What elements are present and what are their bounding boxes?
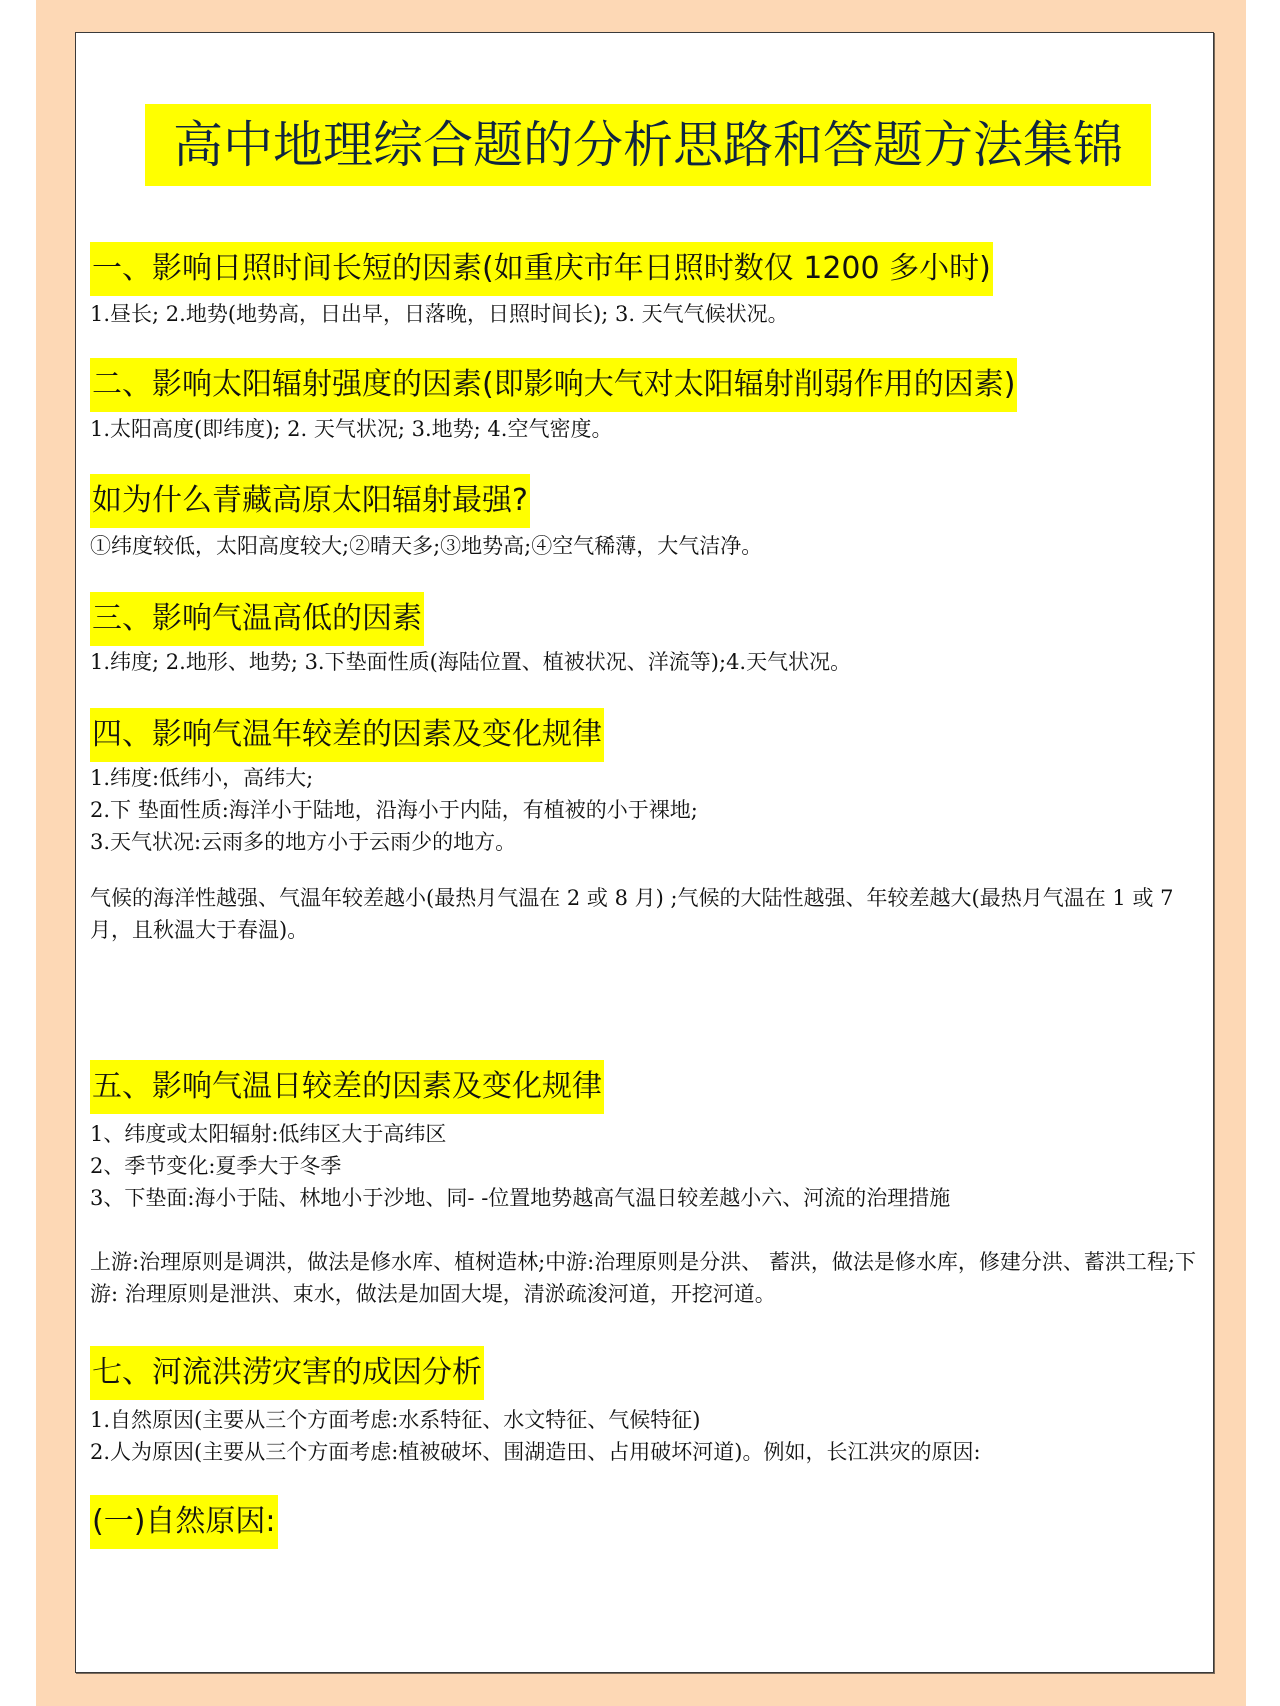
section-5-line-2: 2、季节变化:夏季大于冬季	[90, 1154, 342, 1178]
section-heading-5: 五、影响气温日较差的因素及变化规律	[90, 1060, 604, 1114]
section-6-paragraph: 上游:治理原则是调洪，做法是修水库、植树造林;中游:治理原则是分洪、 蓄洪，做法是修水库，修建分洪、蓄洪工程;下游: 治理原则是泄洪、束水，做法是加固大堤，清淤疏浚河道，开挖河道。	[90, 1250, 1196, 1306]
section-heading-4: 四、影响气温年较差的因素及变化规律	[90, 708, 604, 762]
document-title: 高中地理综合题的分析思路和答题方法集锦	[145, 104, 1151, 186]
section-heading-1: 一、影响日照时间长短的因素(如重庆市年日照时数仅 1200 多小时)	[90, 242, 993, 296]
subheading-natural-causes: (一)自然原因:	[90, 1495, 278, 1549]
question-answer-line: ①纬度较低，太阳高度较大;②晴天多;③地势高;④空气稀薄，大气洁净。	[90, 534, 763, 558]
section-5-line-3: 3、下垫面:海小于陆、林地小于沙地、同- -位置地势越高气温日较差越小六、河流的治理措施	[90, 1186, 951, 1210]
section-7-line-2: 2.人为原因(主要从三个方面考虑:植被破坏、围湖造田、占用破坏河道)。例如，长江洪灾的原因:	[90, 1440, 981, 1464]
section-7-line-1: 1.自然原因(主要从三个方面考虑:水系特征、水文特征、气候特征)	[90, 1408, 701, 1432]
section-3-line-1: 1.纬度; 2.地形、地势; 3.下垫面性质(海陆位置、植被状况、洋流等);4.天气状况。	[90, 650, 852, 674]
section-4-line-1: 1.纬度:低纬小，高纬大;	[90, 766, 314, 790]
section-1-line-1: 1.昼长; 2.地势(地势高，日出早，日落晚，日照时间长); 3. 天气气候状况。	[90, 302, 789, 326]
section-heading-2: 二、影响太阳辐射强度的因素(即影响大气对太阳辐射削弱作用的因素)	[90, 358, 1017, 412]
question-heading: 如为什么青藏高原太阳辐射最强?	[90, 474, 530, 528]
section-heading-7: 七、河流洪涝灾害的成因分析	[90, 1346, 484, 1400]
section-4-paragraph: 气候的海洋性越强、气温年较差越小(最热月气温在 2 或 8 月) ;气候的大陆性越强、年较差越大(最热月气温在 1 或 7 月，且秋温大于春温)。	[90, 886, 1174, 942]
section-5-line-1: 1、纬度或太阳辐射:低纬区大于高纬区	[90, 1122, 447, 1146]
section-4-line-2: 2.下 垫面性质:海洋小于陆地，沿海小于内陆，有植被的小于裸地;	[90, 798, 698, 822]
section-heading-3: 三、影响气温高低的因素	[90, 592, 424, 646]
section-4-line-3: 3.天气状况:云雨多的地方小于云雨少的地方。	[90, 830, 517, 854]
section-2-line-1: 1.太阳高度(即纬度); 2. 天气状况; 3.地势; 4.空气密度。	[90, 417, 613, 441]
